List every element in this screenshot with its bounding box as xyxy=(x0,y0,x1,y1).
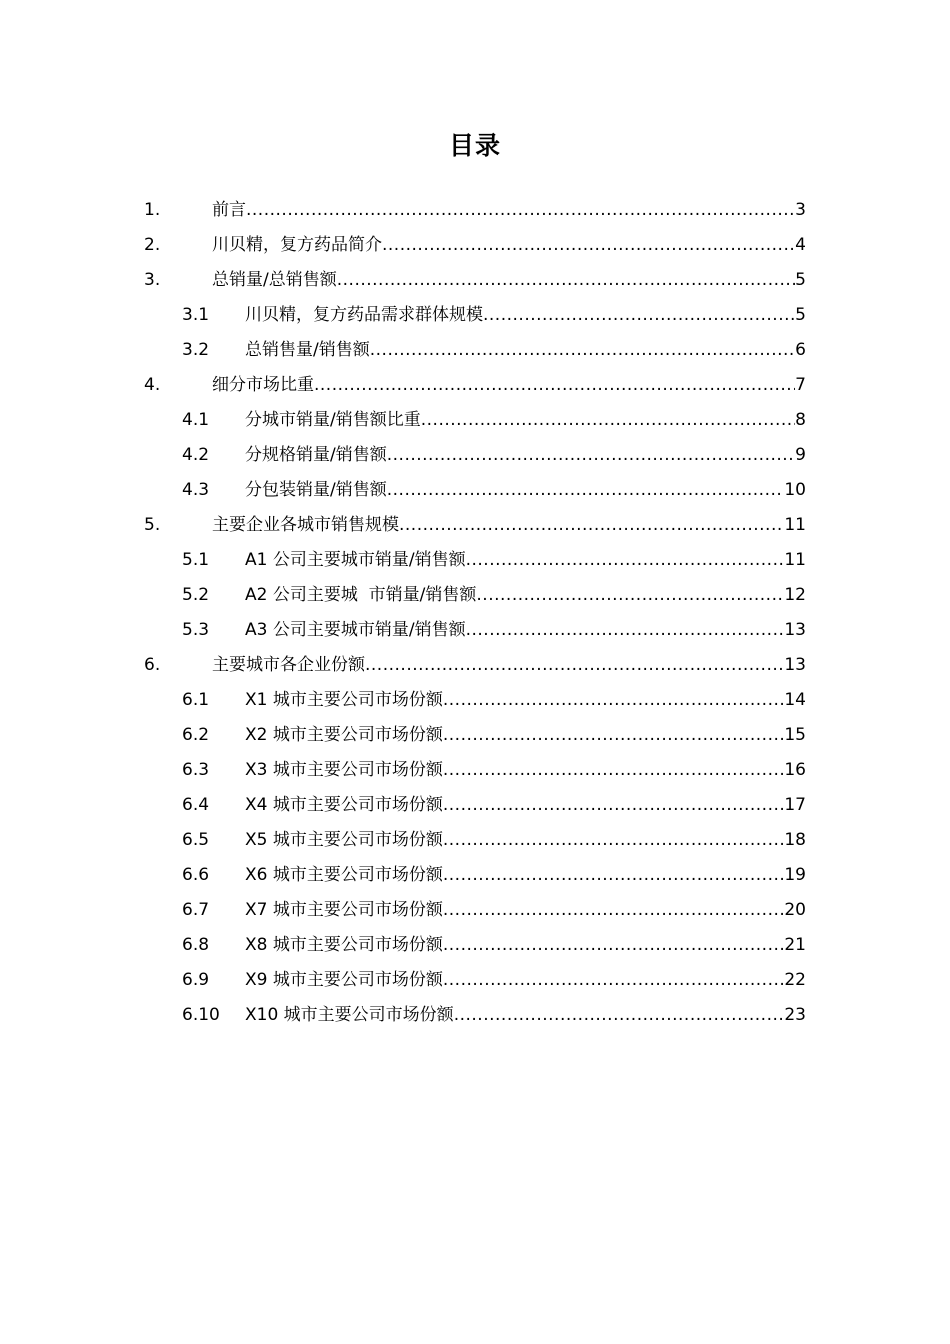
toc-entry-label: A3 公司主要城市销量/销售额 xyxy=(245,620,466,640)
toc-subentry[interactable] xyxy=(0,753,950,788)
toc-entry-page: 21 xyxy=(784,935,806,955)
toc-subentry[interactable] xyxy=(0,333,950,368)
dot-leader xyxy=(443,928,784,963)
toc-subentry[interactable] xyxy=(0,613,950,648)
toc-entry-number: 6.3 xyxy=(182,760,210,780)
toc-entry-page: 18 xyxy=(784,830,806,850)
toc-entry-number: 4.2 xyxy=(182,445,210,465)
dot-leader xyxy=(443,718,784,753)
toc-subentry[interactable] xyxy=(0,788,950,823)
dot-leader xyxy=(365,648,784,683)
dot-leader xyxy=(337,263,795,298)
toc-subentry[interactable] xyxy=(0,438,950,473)
toc-entry-label: 分城市销量/销售额比重 xyxy=(245,410,421,430)
toc-entry[interactable] xyxy=(0,648,950,683)
toc-entry-number: 3.2 xyxy=(182,340,210,360)
dot-leader xyxy=(314,368,795,403)
toc-entry-number: 4.1 xyxy=(182,410,210,430)
toc-entry-page: 11 xyxy=(784,515,806,535)
toc-entry-label: 分包装销量/销售额 xyxy=(245,480,387,500)
dot-leader xyxy=(443,823,784,858)
toc-entry-label: A1 公司主要城市销量/销售额 xyxy=(245,550,466,570)
toc-entry-page: 10 xyxy=(784,480,806,500)
toc-entry-label: 川贝精，复方药品简介 xyxy=(212,235,382,255)
toc-entry-label: X4 城市主要公司市场份额 xyxy=(245,795,443,815)
toc-entry-label: 主要城市各企业份额 xyxy=(212,655,365,675)
toc-entry[interactable] xyxy=(0,193,950,228)
toc-entry-number: 6.2 xyxy=(182,725,210,745)
dot-leader xyxy=(483,298,795,333)
toc-entry-number: 5. xyxy=(144,515,161,535)
toc-entry-number: 6.7 xyxy=(182,900,210,920)
toc-entry-label: X5 城市主要公司市场份额 xyxy=(245,830,443,850)
toc-entry-label: X6 城市主要公司市场份额 xyxy=(245,865,443,885)
toc-entry-page: 16 xyxy=(784,760,806,780)
toc-entry-page: 7 xyxy=(795,375,806,395)
toc-entry-label: X10 城市主要公司市场份额 xyxy=(245,1005,454,1025)
toc-entry-label: 细分市场比重 xyxy=(212,375,314,395)
toc-subentry[interactable] xyxy=(0,998,950,1033)
toc-entry-page: 14 xyxy=(784,690,806,710)
toc-entry-page: 5 xyxy=(795,305,806,325)
toc-entry-label: 总销量/总销售额 xyxy=(212,270,337,290)
toc-subentry[interactable] xyxy=(0,928,950,963)
dot-leader xyxy=(476,578,784,613)
toc-entry-number: 5.1 xyxy=(182,550,210,570)
toc-entry-page: 3 xyxy=(795,200,806,220)
dot-leader xyxy=(443,858,784,893)
toc-subentry[interactable] xyxy=(0,858,950,893)
toc-entry-label: 川贝精，复方药品需求群体规模 xyxy=(245,305,483,325)
toc-entry-label: A2 公司主要城 市销量/销售额 xyxy=(245,585,477,605)
dot-leader xyxy=(421,403,795,438)
toc-subentry[interactable] xyxy=(0,823,950,858)
toc-entry-page: 22 xyxy=(784,970,806,990)
toc-entry-number: 3. xyxy=(144,270,161,290)
toc-entry-page: 19 xyxy=(784,865,806,885)
dot-leader xyxy=(454,998,785,1033)
dot-leader xyxy=(443,788,784,823)
toc-entry-number: 6.1 xyxy=(182,690,210,710)
toc-entry-label: 总销售量/销售额 xyxy=(245,340,370,360)
dot-leader xyxy=(443,683,784,718)
toc-entry-number: 6.9 xyxy=(182,970,210,990)
toc-subentry[interactable] xyxy=(0,578,950,613)
toc-entry-number: 3.1 xyxy=(182,305,210,325)
toc-subentry[interactable] xyxy=(0,893,950,928)
toc-entry[interactable] xyxy=(0,263,950,298)
dot-leader xyxy=(387,473,785,508)
toc-subentry[interactable] xyxy=(0,963,950,998)
toc-subentry[interactable] xyxy=(0,718,950,753)
toc-entry-number: 4. xyxy=(144,375,161,395)
dot-leader xyxy=(466,613,785,648)
toc-entry-number: 6. xyxy=(144,655,161,675)
dot-leader xyxy=(382,228,795,263)
toc-subentry[interactable] xyxy=(0,543,950,578)
dot-leader xyxy=(443,753,784,788)
toc-entry-page: 15 xyxy=(784,725,806,745)
toc-subentry[interactable] xyxy=(0,683,950,718)
dot-leader xyxy=(370,333,795,368)
toc-entry-page: 13 xyxy=(784,655,806,675)
toc-entry-page: 8 xyxy=(795,410,806,430)
toc-entry-page: 4 xyxy=(795,235,806,255)
toc-entry-page: 6 xyxy=(795,340,806,360)
toc-entry-number: 5.3 xyxy=(182,620,210,640)
toc-entry-number: 6.10 xyxy=(182,1005,220,1025)
toc-entry-label: X9 城市主要公司市场份额 xyxy=(245,970,443,990)
toc-entry-page: 13 xyxy=(784,620,806,640)
dot-leader xyxy=(246,193,795,228)
toc-entry-number: 4.3 xyxy=(182,480,210,500)
toc-entry[interactable] xyxy=(0,508,950,543)
toc-entry-label: X3 城市主要公司市场份额 xyxy=(245,760,443,780)
toc-entry-number: 1. xyxy=(144,200,161,220)
toc-entry-label: X2 城市主要公司市场份额 xyxy=(245,725,443,745)
toc-entry-number: 2. xyxy=(144,235,161,255)
toc-entry[interactable] xyxy=(0,368,950,403)
toc-entry-label: X7 城市主要公司市场份额 xyxy=(245,900,443,920)
dot-leader xyxy=(443,893,784,928)
dot-leader xyxy=(399,508,784,543)
toc-entry-label: X8 城市主要公司市场份额 xyxy=(245,935,443,955)
dot-leader xyxy=(443,963,784,998)
toc-entry-number: 6.4 xyxy=(182,795,210,815)
toc-entry-page: 11 xyxy=(784,550,806,570)
toc-entry-number: 6.6 xyxy=(182,865,210,885)
toc-title: 目录 xyxy=(448,131,501,160)
toc-subentry[interactable] xyxy=(0,403,950,438)
toc-entry-page: 9 xyxy=(795,445,806,465)
dot-leader xyxy=(466,543,785,578)
toc-entry-number: 5.2 xyxy=(182,585,210,605)
toc-entry-label: X1 城市主要公司市场份额 xyxy=(245,690,443,710)
toc-entry[interactable] xyxy=(0,228,950,263)
toc-entry-page: 20 xyxy=(784,900,806,920)
toc-entry-page: 17 xyxy=(784,795,806,815)
toc-entry-page: 12 xyxy=(784,585,806,605)
toc-subentry[interactable] xyxy=(0,298,950,333)
dot-leader xyxy=(387,438,795,473)
toc-entry-page: 5 xyxy=(795,270,806,290)
toc-entry-label: 主要企业各城市销售规模 xyxy=(212,515,399,535)
toc-entry-label: 前言 xyxy=(212,200,246,220)
toc-entry-number: 6.5 xyxy=(182,830,210,850)
toc-subentry[interactable] xyxy=(0,473,950,508)
toc-entry-label: 分规格销量/销售额 xyxy=(245,445,387,465)
toc-entry-page: 23 xyxy=(784,1005,806,1025)
toc-entry-number: 6.8 xyxy=(182,935,210,955)
